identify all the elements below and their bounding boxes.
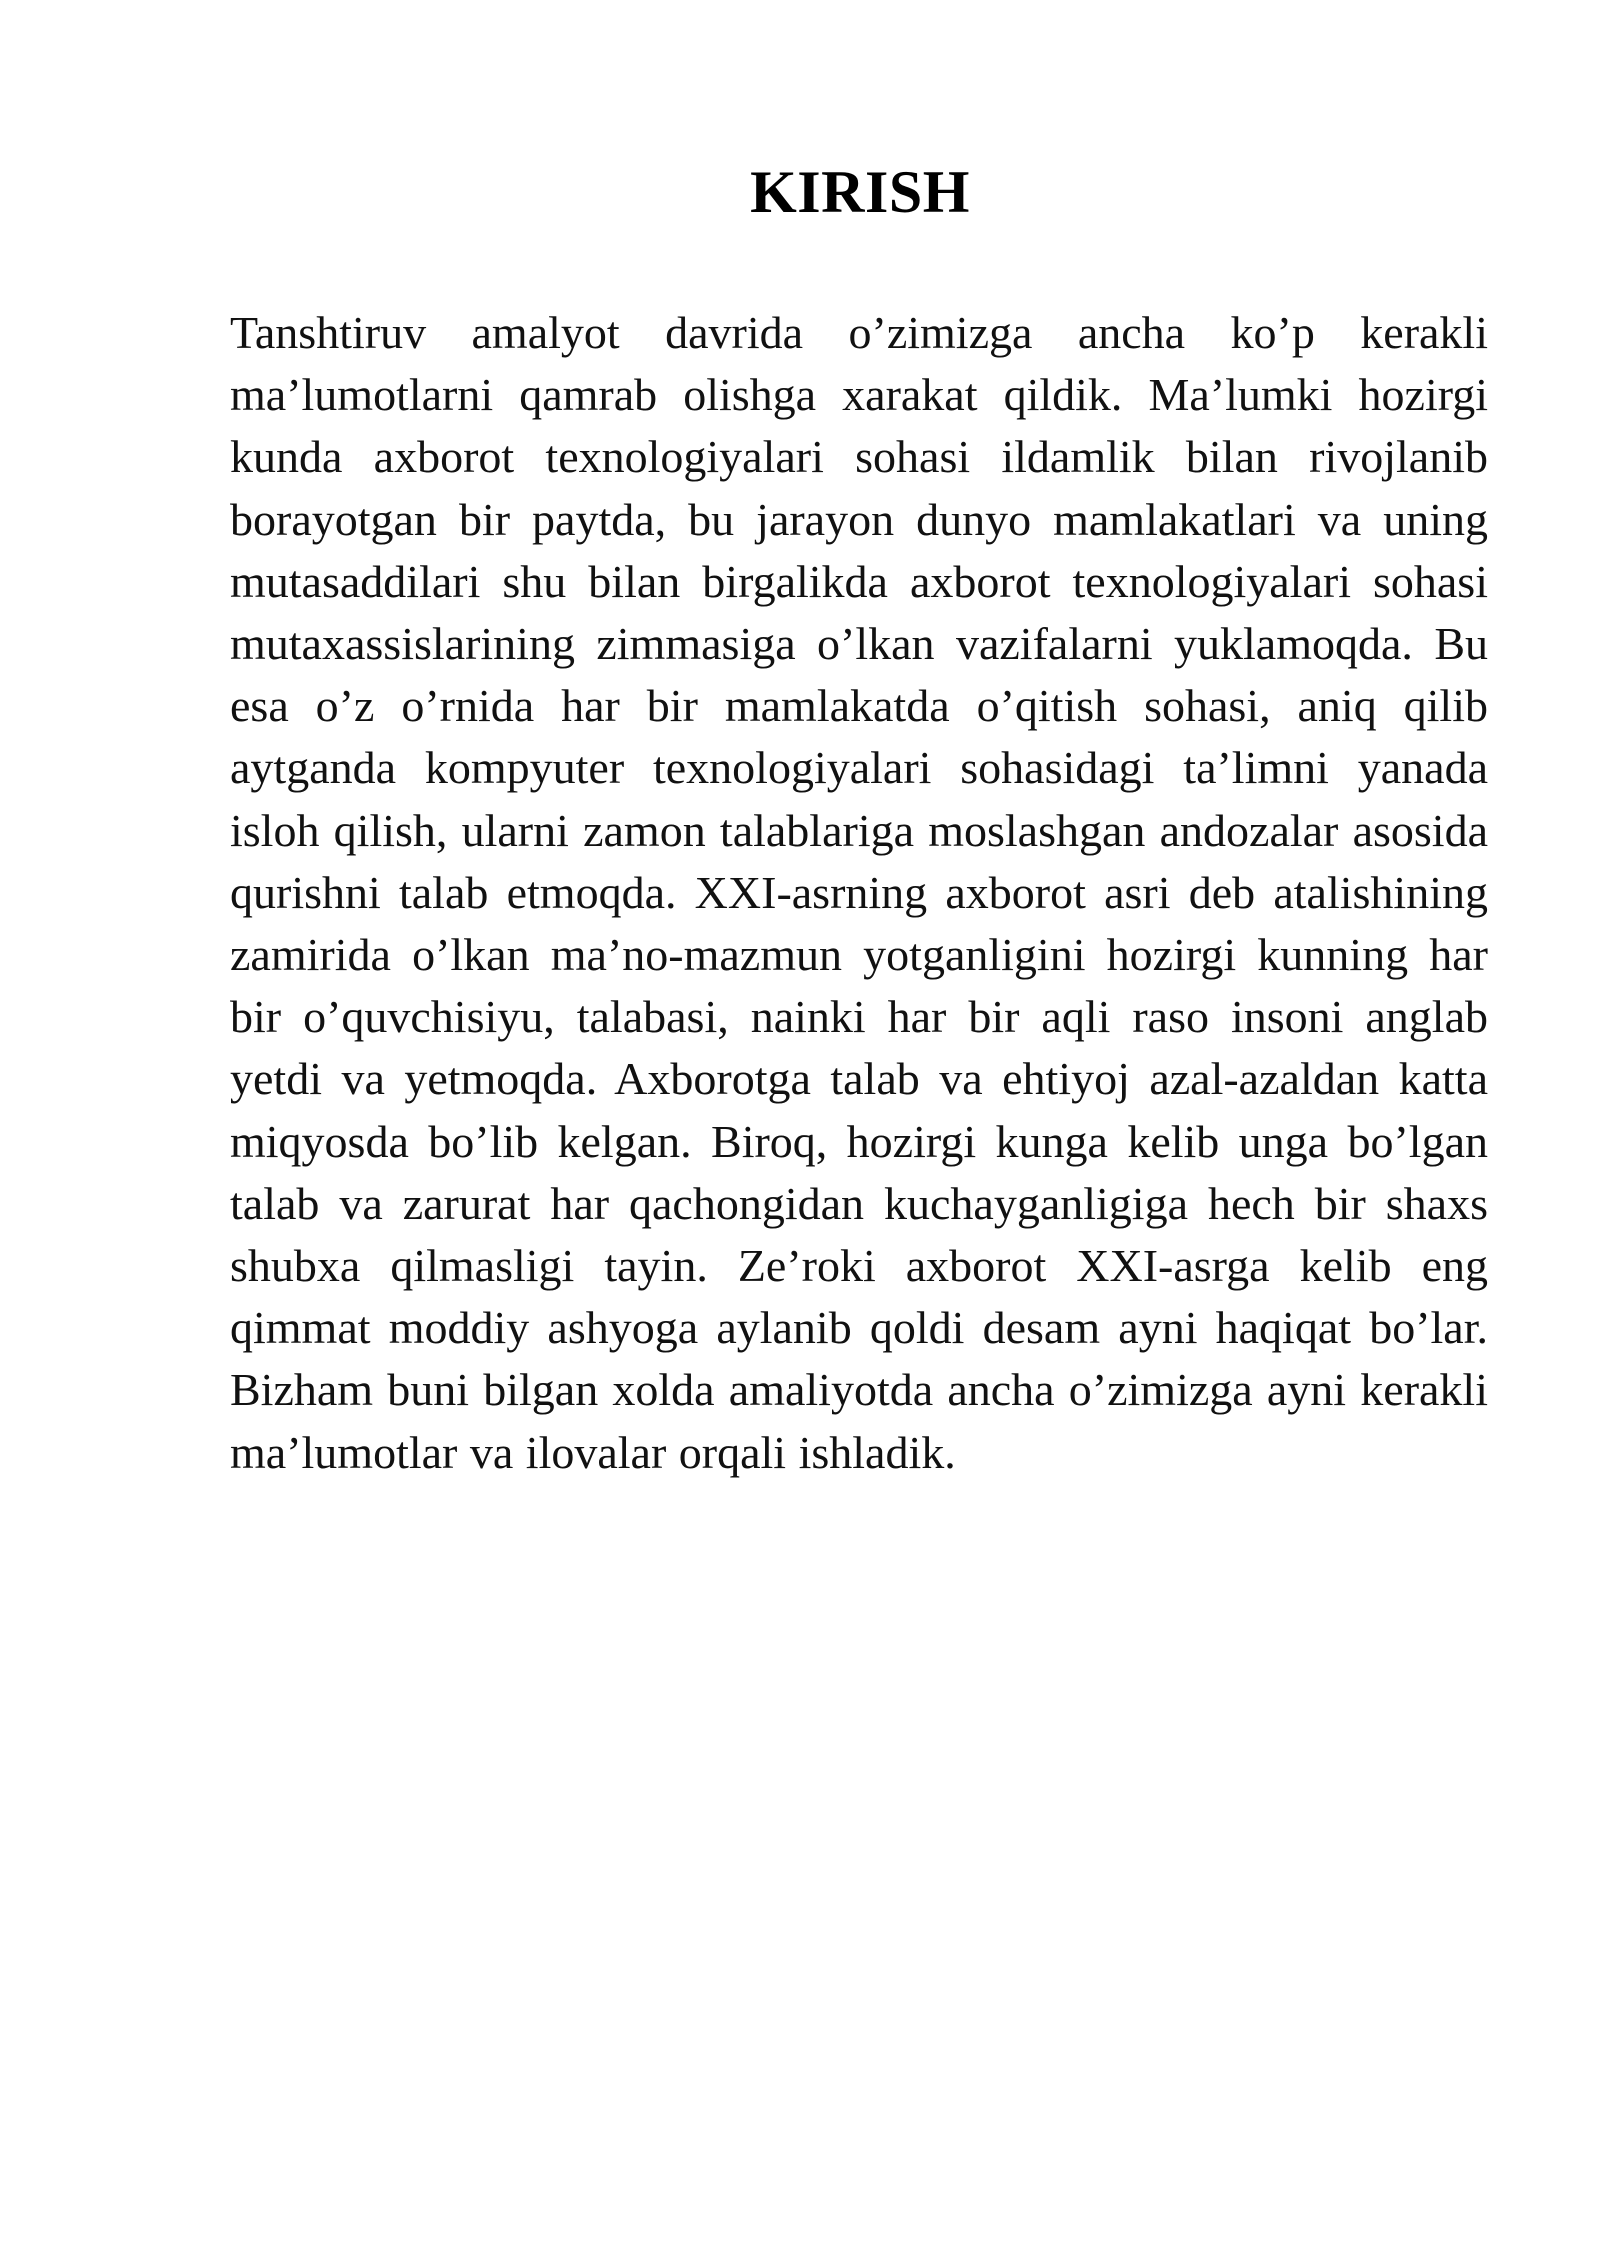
page-title: KIRISH	[750, 159, 970, 225]
body-paragraph: Tanshtiruv amalyot davrida o’zimizga ancha ko’p kerakli ma’lumotlarni qamrab olishga xarakat qildik. Ma’lumki hozirgi kunda axborot texnologiyalari sohasi ildamlik bilan rivojlanib borayotgan bir paytda, bu jarayon dunyo mamlakatlari va uning mutasaddilari shu bilan birgalikda axborot texnologiyalari sohasi mutaxassislarining zimmasiga o’lkan vazifalarni yuklamoqda. Bu esa o’z o’rnida har bir mamlakatda o’qitish sohasi, aniq qilib aytganda kompyuter texnologiyalari sohasidagi ta’limni yanada isloh qilish, ularni zamon talablariga moslashgan andozalar asosida qurishni talab etmoqda. XXI-asrning axborot asri deb atalishining zamirida o’lkan ma’no-mazmun yotganligini hozirgi kunning har bir o’quvchisiyu, talabasi, nainki har bir aqli raso insoni anglab yetdi va yetmoqda. Axborotga talab va ehtiyoj azal-azaldan katta miqyosda bo’lib kelgan. Biroq, hozirgi kunga kelib unga bo’lgan talab va zarurat har qachongidan kuchayganligiga hech bir shaxs shubxa qilmasligi tayin. Ze’roki axborot XXI-asrga kelib eng qimmat moddiy ashyoga aylanib qoldi desam ayni haqiqat bo’lar. Bizham buni bilgan xolda amaliyotda ancha o’zimizga ayni kerakli ma’lumotlar va ilovalar orqali ishladik.	[230, 307, 1488, 1478]
